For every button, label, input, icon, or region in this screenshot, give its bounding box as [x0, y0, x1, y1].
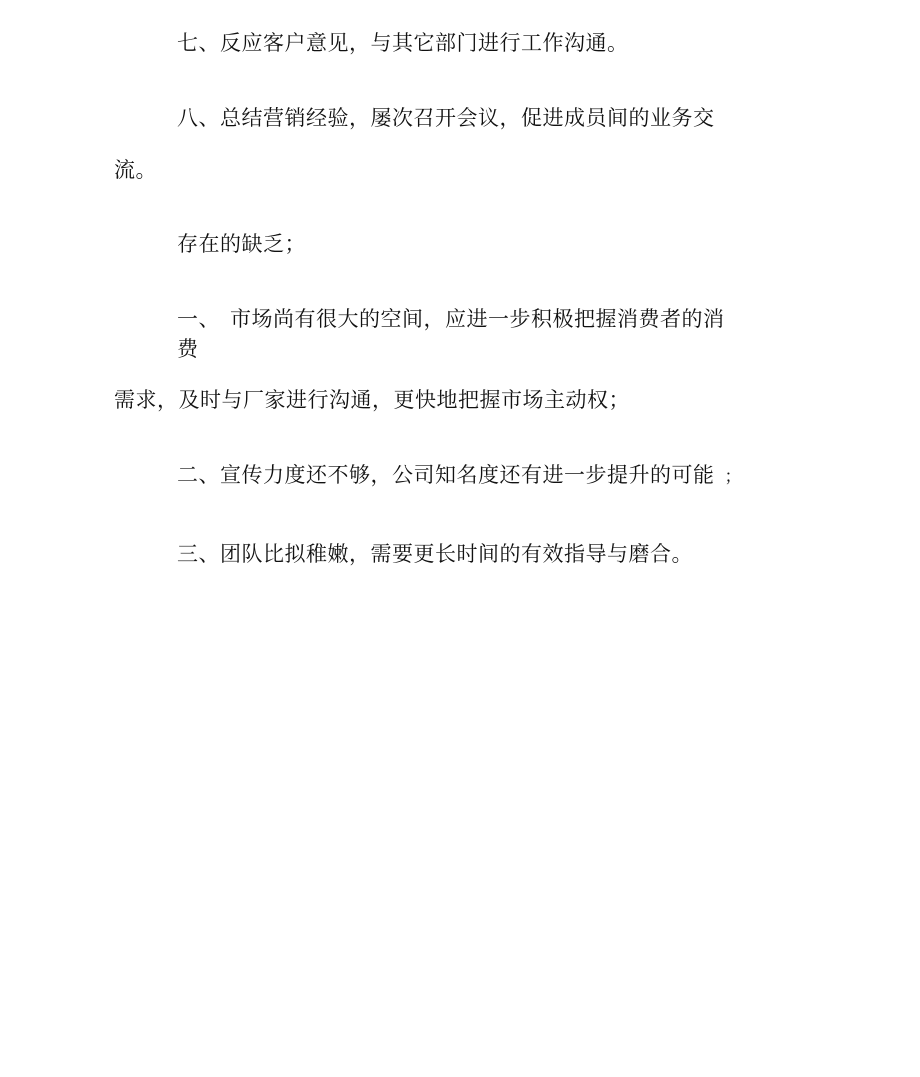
item-eight-continued: 流。 — [114, 158, 157, 182]
shortcoming-one-number: 一、 — [177, 307, 220, 331]
item-eight: 八、总结营销经验，屡次召开会议，促进成员间的业务交 — [177, 106, 715, 130]
shortcoming-two-text: 二、宣传力度还不够，公司知名度还有进一步提升的可能 — [177, 463, 715, 487]
shortcoming-one-text: 市场尚有很大的空间，应进一步积极把握消费者的消 — [230, 307, 725, 331]
shortcoming-one — [177, 307, 725, 331]
shortcoming-one-continued: 需求，及时与厂家进行沟通，更快地把握市场主动权； — [114, 388, 630, 412]
shortcoming-two-semicolon: ； — [724, 467, 742, 487]
shortcoming-three: 三、团队比拟稚嫩，需要更长时间的有效指导与磨合。 — [177, 542, 693, 566]
shortcomings-heading: 存在的缺乏； — [177, 232, 306, 256]
shortcoming-two — [177, 463, 742, 489]
item-seven: 七、反应客户意见，与其它部门进行工作沟通。 — [177, 31, 629, 55]
shortcoming-one-wrap: 费 — [177, 337, 199, 361]
